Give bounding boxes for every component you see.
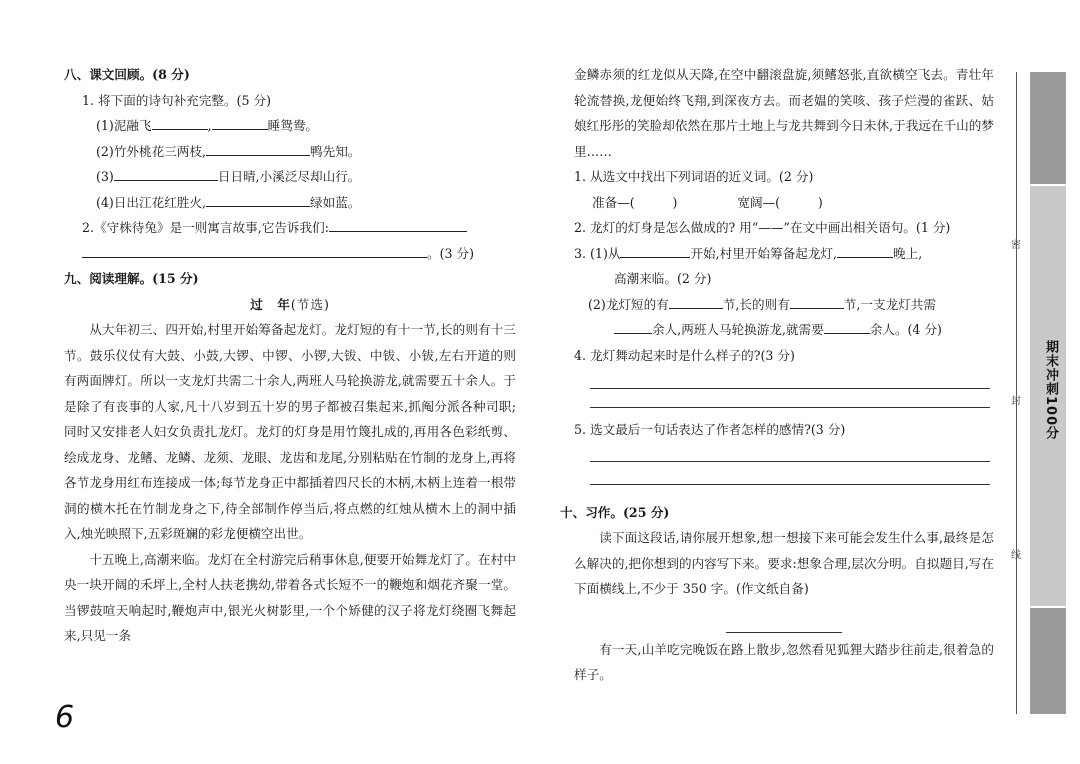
passage-paragraph-1: 从大年初三、四开始,村里开始筹备起龙灯。龙灯短的有十一节,长的则有十三节。鼓乐仪仗有大鼓、小鼓,大锣、中锣、小锣,大钹、中钹、小钹,左右开道的则有两面牌灯。所以一支龙灯共需二十余人,两班人马轮换游龙,就需要五十余人。于是除了有丧事的人家,凡十八岁到五十岁的男子都被召集起来,抓阄分派各种司职;同时又安排老人妇女负责扎龙灯。龙灯的灯身是用竹篾扎成的,再用各色彩纸剪、绘成龙身、龙鳍、龙鳞、龙须、龙眼、龙齿和龙尾,分别粘贴在竹制的龙身上,再将各节龙身用红布连接成一体;每节龙身正中都插着四尺长的木柄,木柄上连着一根带洞的横木托在竹制龙身之下,待全部制作停当后,将点燃的红烛从横木上的洞中插入,烛光映照下,五彩斑斓的彩龙便横空出世。 bbox=[64, 322, 516, 541]
right-column bbox=[560, 62, 994, 688]
answer-blank[interactable] bbox=[206, 192, 310, 207]
side-tab-bottom bbox=[1030, 608, 1066, 714]
binding-mark-1: 密 bbox=[1011, 240, 1021, 251]
side-tab-top bbox=[1030, 72, 1066, 184]
binding-mark-3: 线 bbox=[1011, 550, 1021, 561]
answer-blank[interactable] bbox=[212, 115, 268, 130]
poem-item-4: (4)日出江花红胜火, 绿如蓝。 bbox=[64, 190, 516, 216]
section-8-heading: 八、课文回顾。(8 分) bbox=[64, 67, 190, 82]
binding-mark-2: 封 bbox=[1011, 396, 1021, 407]
answer-blank[interactable] bbox=[82, 243, 427, 258]
question-9-1: 1. 从选文中找出下列词语的近义词。(2 分) bbox=[574, 169, 814, 184]
synonym-row: 准备—( ) 宽阔—( ) bbox=[592, 194, 823, 210]
answer-blank[interactable] bbox=[837, 243, 893, 258]
question-9-3-1: 3. (1)从 开始,村里开始筹备起龙灯, 晚上, bbox=[574, 241, 994, 267]
answer-blank[interactable] bbox=[824, 319, 870, 334]
section-10-heading: 十、习作。(25 分) bbox=[560, 504, 670, 520]
poem-item-1: (1)泥融飞 , 睡鸳鸯。 bbox=[64, 113, 516, 139]
question-8-2: 2.《守株待兔》是一则寓言故事,它告诉我们: bbox=[64, 215, 516, 241]
answer-line-area[interactable] bbox=[574, 443, 994, 468]
writing-prompt: 读下面这段话,请你展开想象,想一想接下来可能会发生什么事,最终是怎么解决的,把你想到的内容写下来。要求:想象合理,层次分明。自拟题目,写在下面横线上,不少于 350 字。(作文纸自备) bbox=[574, 530, 994, 596]
question-8-1: 1. 将下面的诗句补充完整。(5 分) bbox=[82, 92, 271, 108]
answer-blank[interactable] bbox=[114, 166, 218, 181]
poem-item-2: (2)竹外桃花三两枝, 鸭先知。 bbox=[64, 139, 516, 165]
answer-blank[interactable] bbox=[669, 294, 723, 309]
essay-title-blank[interactable] bbox=[726, 612, 842, 633]
question-9-3-2: (2)龙灯短的有 节,长的则有 节,一支龙灯共需 bbox=[574, 292, 994, 318]
answer-blank[interactable] bbox=[329, 217, 467, 232]
question-9-3-2-continued: 余人,两班人马轮换游龙,就需要 余人。(4 分) bbox=[574, 317, 994, 343]
answer-blank[interactable] bbox=[206, 141, 310, 156]
section-9-heading: 九、阅读理解。(15 分) bbox=[64, 271, 199, 286]
answer-line-area[interactable] bbox=[574, 368, 994, 393]
question-9-3-1-continued: 高潮来临。(2 分) bbox=[614, 271, 712, 286]
answer-blank[interactable] bbox=[614, 319, 652, 334]
passage-continuation: 金鳞赤须的红龙似从天降,在空中翻滚盘旋,须鳍怒张,直欲横空飞去。青壮年轮流替换,龙便始终飞翔,到深夜方去。而老媪的笑咳、孩子烂漫的雀跃、姑娘红彤彤的笑脸却依然在那片土地上与龙共舞到今日未休,于我远在千山的梦里…… bbox=[574, 67, 994, 159]
writing-story: 有一天,山羊吃完晚饭在路上散步,忽然看见狐狸大踏步往前走,很着急的样子。 bbox=[574, 641, 994, 682]
answer-blank[interactable] bbox=[790, 294, 844, 309]
answer-blank[interactable] bbox=[152, 115, 208, 130]
question-8-2-continued: 。(3 分) bbox=[64, 241, 516, 267]
answer-line-area[interactable] bbox=[574, 393, 994, 417]
question-9-5: 5. 选文最后一句话表达了作者怎样的感情?(3 分) bbox=[574, 422, 846, 437]
passage-title: 过 年(节选) bbox=[250, 296, 330, 312]
passage-paragraph-2: 十五晚上,高潮来临。龙灯在全村游完后稍事休息,便要开始舞龙灯了。在村中央一块开阔的禾坪上,全村人扶老携幼,带着各式长短不一的鞭炮和烟花齐聚一堂。当锣鼓喧天响起时,鞭炮声中,银光火树影里,一个个矫健的汉子将龙灯绕圈飞舞起来,只见一条 bbox=[64, 551, 516, 643]
left-column bbox=[64, 62, 516, 649]
question-9-2: 2. 龙灯的灯身是怎么做成的? 用“——”在文中画出相关语句。(1 分) bbox=[574, 220, 951, 235]
answer-line-area[interactable] bbox=[574, 468, 994, 500]
page-number: 6 bbox=[55, 700, 75, 735]
poem-item-3: (3) 日日晴,小溪泛尽却山行。 bbox=[64, 164, 516, 190]
answer-blank[interactable] bbox=[620, 243, 690, 258]
question-9-4: 4. 龙灯舞动起来时是什么样子的?(3 分) bbox=[574, 347, 795, 363]
side-tab-label: 期末冲刺100分 bbox=[1043, 340, 1058, 441]
